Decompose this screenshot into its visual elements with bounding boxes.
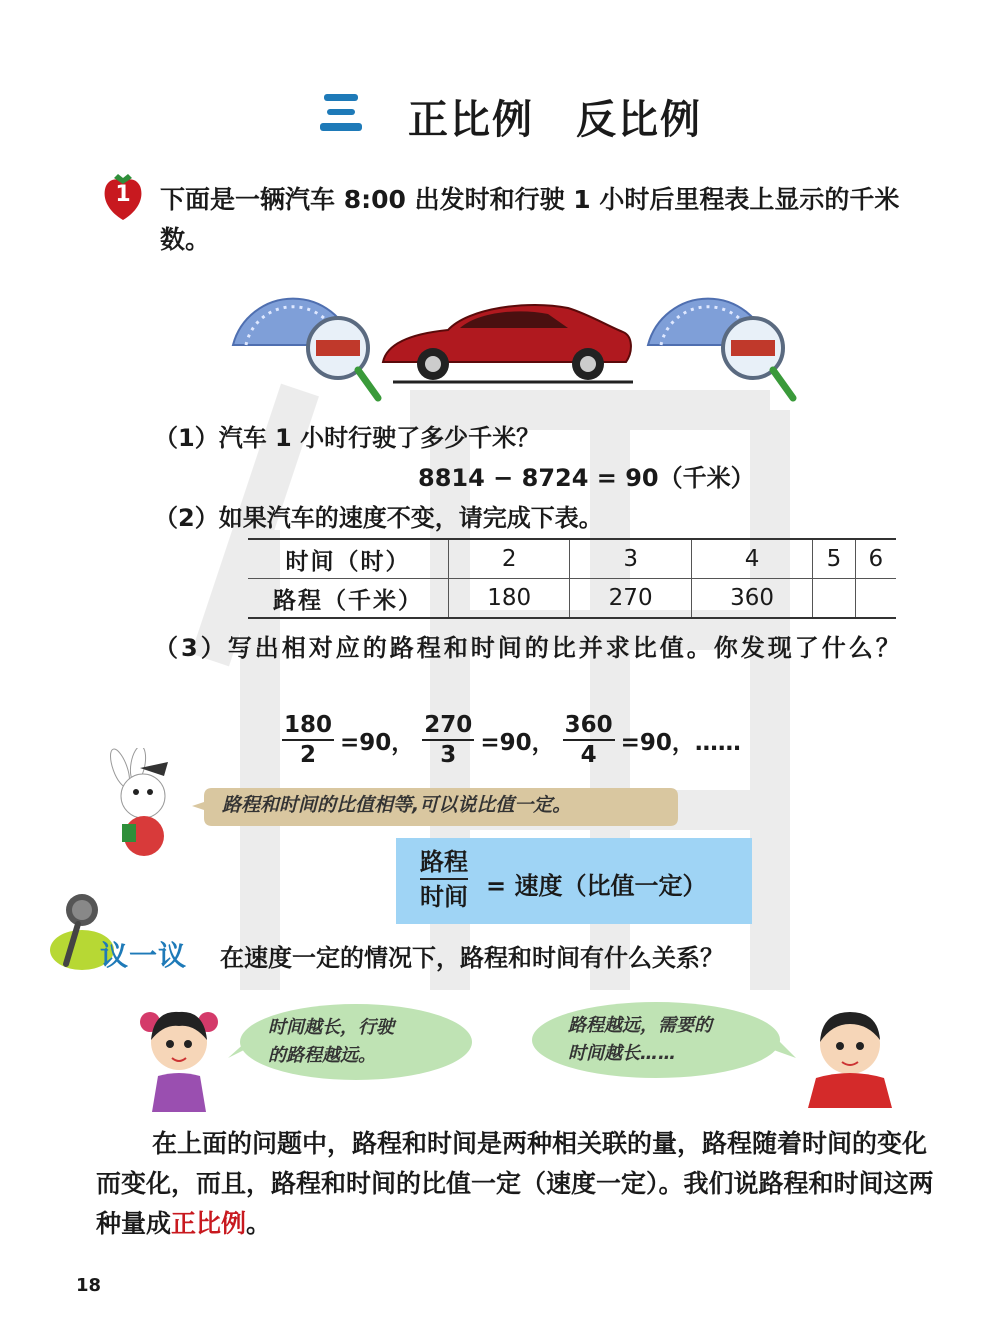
- conclusion-end: 。: [246, 1209, 272, 1238]
- left-odometer-icon: [233, 299, 378, 398]
- table-row-distance: [248, 579, 896, 619]
- ratio-fractions: [280, 708, 747, 772]
- fraction-denominator: 2: [300, 742, 317, 768]
- fraction-result: =90，: [480, 729, 555, 756]
- fraction: [282, 711, 334, 769]
- page-number: 18: [76, 1275, 102, 1296]
- girl-character-icon: [134, 1000, 224, 1112]
- table-cell: 360: [691, 579, 812, 619]
- table-cell-blank[interactable]: [855, 579, 896, 619]
- conclusion-keyword: 正比例: [171, 1209, 247, 1238]
- question-3: （3）写出相对应的路程和时间的比并求比值。你发现了什么？: [154, 634, 903, 662]
- fraction-numerator: 180: [282, 711, 334, 741]
- rabbit-speech-text: 路程和时间的比值相等,可以说比值一定。: [222, 794, 572, 816]
- right-odometer-icon: [648, 299, 793, 398]
- boy-speech-line: 时间越长……: [568, 1043, 676, 1064]
- formula-fraction: [420, 846, 468, 914]
- question-1: （1）汽车 1 小时行驶了多少千米？: [154, 424, 541, 452]
- fraction-result: =90，: [340, 729, 415, 756]
- conclusion-paragraph: [96, 1124, 936, 1244]
- question-1-answer: 8814 − 8724 = 90（千米）: [418, 464, 755, 492]
- fraction-denominator: 3: [440, 742, 457, 768]
- page-title: 正比例 反比例: [408, 97, 702, 143]
- fraction-numerator: 270: [422, 711, 474, 741]
- table-cell: 6: [855, 539, 896, 579]
- girl-speech-line: 的路程越远。: [268, 1045, 376, 1066]
- formula-result: = 速度（比值一定）: [486, 872, 707, 900]
- car-odometer-illustration: [228, 270, 798, 410]
- rabbit-character-icon: [98, 748, 188, 858]
- girl-speech-line: 时间越长，行驶: [268, 1017, 394, 1038]
- table-cell: 3: [570, 539, 691, 579]
- table-header-distance: 路程（千米）: [248, 579, 449, 619]
- table-cell-blank[interactable]: [813, 579, 855, 619]
- fraction: [422, 711, 474, 769]
- boy-character-icon: [798, 1004, 898, 1108]
- conclusion-text: 在上面的问题中，路程和时间是两种相关联的量，路程随着时间的变化而变化，而且，路程和时间的比值一定（速度一定）。我们说路程和时间这两种量成: [96, 1129, 934, 1238]
- girl-speech-text: [268, 1014, 448, 1070]
- formula-denominator: 时间: [420, 883, 468, 911]
- car-icon: [383, 305, 633, 382]
- unit-number-three-icon: [318, 92, 364, 132]
- table-cell: 270: [570, 579, 691, 619]
- table-cell: 5: [813, 539, 855, 579]
- formula-numerator: 路程: [420, 846, 468, 880]
- question-2: （2）如果汽车的速度不变，请完成下表。: [154, 504, 603, 532]
- table-row-time: [248, 539, 896, 579]
- table-header-time: 时间（时）: [248, 539, 449, 579]
- fraction-result: =90，……: [620, 729, 741, 756]
- boy-speech-line: 路程越远，需要的: [568, 1015, 712, 1036]
- boy-speech-text: [568, 1012, 768, 1068]
- discussion-question: 在速度一定的情况下，路程和时间有什么关系？: [220, 944, 724, 972]
- table-cell: 180: [449, 579, 570, 619]
- fraction-denominator: 4: [580, 742, 597, 768]
- example-number: 1: [115, 182, 131, 207]
- table-cell: 2: [449, 539, 570, 579]
- fraction: [563, 711, 615, 769]
- time-distance-table: [248, 538, 896, 619]
- example-intro-text: 下面是一辆汽车 8:00 出发时和行驶 1 小时后里程表上显示的千米数。: [160, 185, 900, 254]
- fraction-numerator: 360: [563, 711, 615, 741]
- discussion-label: 议一议: [100, 939, 188, 972]
- table-cell: 4: [691, 539, 812, 579]
